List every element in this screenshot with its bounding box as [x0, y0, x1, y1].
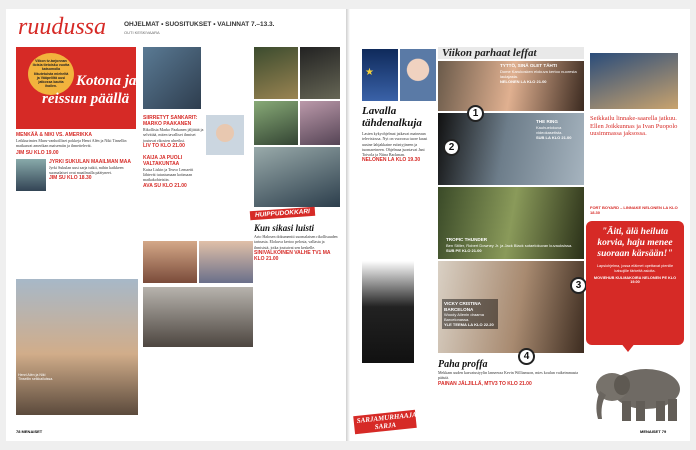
- ribbon-sarjamurhaaja: SARJAMURHAAJA- SARJA: [353, 410, 417, 434]
- movie-2: [536, 119, 582, 140]
- section-editor: OUTI KESKIVAARA: [124, 30, 160, 35]
- right-page: [350, 9, 690, 441]
- paha-block: [438, 359, 586, 387]
- photo-couple: [362, 261, 414, 363]
- item-text: Jyrki Sukulan uusi sarja tutkii, mihin kaikkeen suomalaiset ovat maailmalla päätyneet.: [49, 164, 124, 175]
- quote-box: [586, 221, 684, 345]
- intro-title: Lavalla tähdenalkuja: [362, 105, 422, 129]
- quote-text: "Äiti, älä heiluta korvia, haju menee suoraan kärsään!": [597, 227, 673, 259]
- photo-doc-2: [300, 47, 340, 99]
- column-2: [143, 115, 205, 189]
- elephant-illustration: [588, 361, 688, 423]
- side-time: FORT BOYARD – LINNAKE NELONEN LA KLO 18.30: [590, 205, 678, 215]
- item-text: Kaisa Liskin ja Teuvo Lemaetti lähtevät tutustumaan kotimaan matkakohteisiin.: [143, 166, 194, 183]
- paha-text: Mekkam uuden kasvatustyylin lanseeraa Kevin Williamson, mies koulun vaikeimmasta päästä.: [438, 370, 579, 381]
- movie-title: TROPIC THUNDER: [446, 237, 488, 242]
- item-text: Rikollisia Marko Paakanen jäljittää ja selvittää, miten tavalliset ihmiset joutuvat rikosten uhreiksi.: [143, 127, 204, 143]
- item-text: Leikkurimies Muru-vanhoilliset pokkeja Henri Alén ja Niki Tinsellin matkaavat amerikan maisemiin ja ihmettelevät.: [16, 138, 127, 149]
- movie-text: Dome Karukosken elokuva kertoo nuoresta laulajasta.: [500, 68, 577, 79]
- item-heading: KAIJA JA PUOLI VALTAKUNTAA: [143, 154, 183, 167]
- left-page: [6, 9, 346, 441]
- movies-heading: Viikon parhaat leffat: [442, 47, 537, 59]
- quote-pointer: [620, 342, 636, 352]
- photo-kaija: [143, 241, 197, 283]
- movie-number-4: 4: [518, 348, 535, 365]
- movie-time: SUB PE KLO 21.00: [446, 247, 482, 253]
- section-subtitle: OHJELMAT • SUOSITUKSET • VALINNAT 7.–13.3.: [124, 21, 275, 28]
- movie-title: THE RING: [536, 119, 558, 124]
- doc-time: SINIVALKOINEN VALHE TV1 MA KLO 21.00: [254, 249, 331, 262]
- intro-time: NELONEN LA KLO 19.30: [362, 157, 421, 164]
- movie-time: YLE TEEMA LA KLO 22.20: [444, 322, 494, 327]
- paha-title: Paha proffa: [438, 359, 488, 370]
- section-title: ruudussa: [18, 14, 107, 40]
- intro-text: Lasten kykyohjelmat jatkavat maineaan televisiossa. Nyt on vuorossa tuore kausi uusine lahjakkaine esiintyjineen ja tuomareineen. Ohjelmaa juontavat Jani Toivola ja Niina Backman.: [362, 131, 428, 158]
- movie-text: Kauhuelokuva videokasetista.: [536, 124, 563, 135]
- movie-3: [446, 237, 582, 253]
- photo-teuvo: [199, 241, 253, 283]
- photo-sukula: [16, 159, 46, 191]
- doc-text: Arto Halosen dokumentti suomalaisen rikollisuuden tarinasta. Elokuva kertoo pelosta, vallasta ja ihmisistä, jotka joutuivat sen keskelle.: [254, 234, 338, 250]
- photo-doc-large: [143, 287, 253, 347]
- photo-doc-4: [300, 101, 340, 145]
- photo-paakanen: [206, 115, 244, 155]
- doc-block: [254, 223, 340, 262]
- column-1: [16, 132, 136, 181]
- paha-time: PAINAN JÄLJILLÄ, MTV3 TO KLO 21.00: [438, 380, 532, 387]
- footer-right: MENAISET 79: [640, 429, 667, 434]
- movie-title: VICKY CRISTINA BARCELONA: [444, 301, 481, 312]
- item-time: JIM SU KLO 19.00: [16, 149, 59, 156]
- quote-time: MOVIEHUB KULMAKOIRA NELONEN PE KLO 19.00: [593, 275, 677, 285]
- movie-time: NELONEN LA KLO 21.00: [500, 78, 547, 84]
- movie-number-3: 3: [570, 277, 587, 294]
- photo-star-girl: [362, 49, 398, 101]
- movie-text: Woody Allenin draama Barcelonassa.: [444, 312, 484, 322]
- movie-text: Ben Stiller, Robert Downey Jr. ja Jack Black sotaelokuvan kuvauksissa.: [446, 242, 573, 248]
- item-time: LIV TO KLO 21.00: [143, 142, 185, 149]
- quote-small: Lapsiohjelma, jossa eläimet opettavat pienille katsojille tärkeitä asioita.: [596, 264, 674, 273]
- feature-title-1: Kotona ja: [76, 73, 137, 89]
- photo-doc-5: [254, 147, 340, 207]
- movie-number-1: 1: [467, 105, 484, 122]
- photo-caption: Henri Alén ja Niki Tinsellin seikkailuissa.: [18, 373, 54, 382]
- movie-title: TYTTÖ, SINÄ OLET TÄHTI: [500, 63, 557, 68]
- movie-time: SUB LA KLO 21.00: [536, 134, 572, 140]
- photo-doc-1: [254, 47, 298, 99]
- movie-4: [442, 299, 498, 329]
- star-icon: ★: [365, 67, 374, 78]
- item-heading: SIIRRETYT SANKARIT: MARKO PAAKANEN: [143, 115, 198, 127]
- movie-1: [500, 63, 582, 84]
- photo-henri-niki: [16, 279, 138, 415]
- feature-title-2: reissun päällä: [42, 91, 130, 107]
- movie-number-2: 2: [443, 139, 460, 156]
- intro-block: [362, 105, 436, 163]
- badge: Viikon tv-tarjonnan iloisia tietoisku vuotta katsomolla liikutetuista mieheltä ja Vääpeliltä uusi jatkossa kautta ihailen.: [28, 53, 74, 95]
- item-time: JIM SU KLO 18.30: [49, 175, 92, 182]
- side-text: Seikkailu linnake-saarella jatkuu. Ellen Joikkunnas ja Ivan Puopolo uusimmassa jaksossa.: [590, 115, 678, 138]
- item-time: AVA SU KLO 21.00: [143, 182, 187, 189]
- ribbon-huippudokkari: HUIPPUDOKKARI: [250, 207, 315, 221]
- doc-title: Kun sikasi luisti: [254, 223, 315, 233]
- photo-fort-boyard: [590, 53, 678, 109]
- item-heading: MENKÄÄ & NIKI VS. AMERIKKA: [16, 132, 92, 138]
- footer-left: 78 MENAISET: [16, 429, 43, 434]
- photo-landscape: [143, 47, 201, 109]
- photo-doc-3: [254, 101, 298, 145]
- item-heading: JYRKI SUKULAN MAAILMAN MAA: [49, 158, 131, 165]
- photo-boy: [400, 49, 436, 101]
